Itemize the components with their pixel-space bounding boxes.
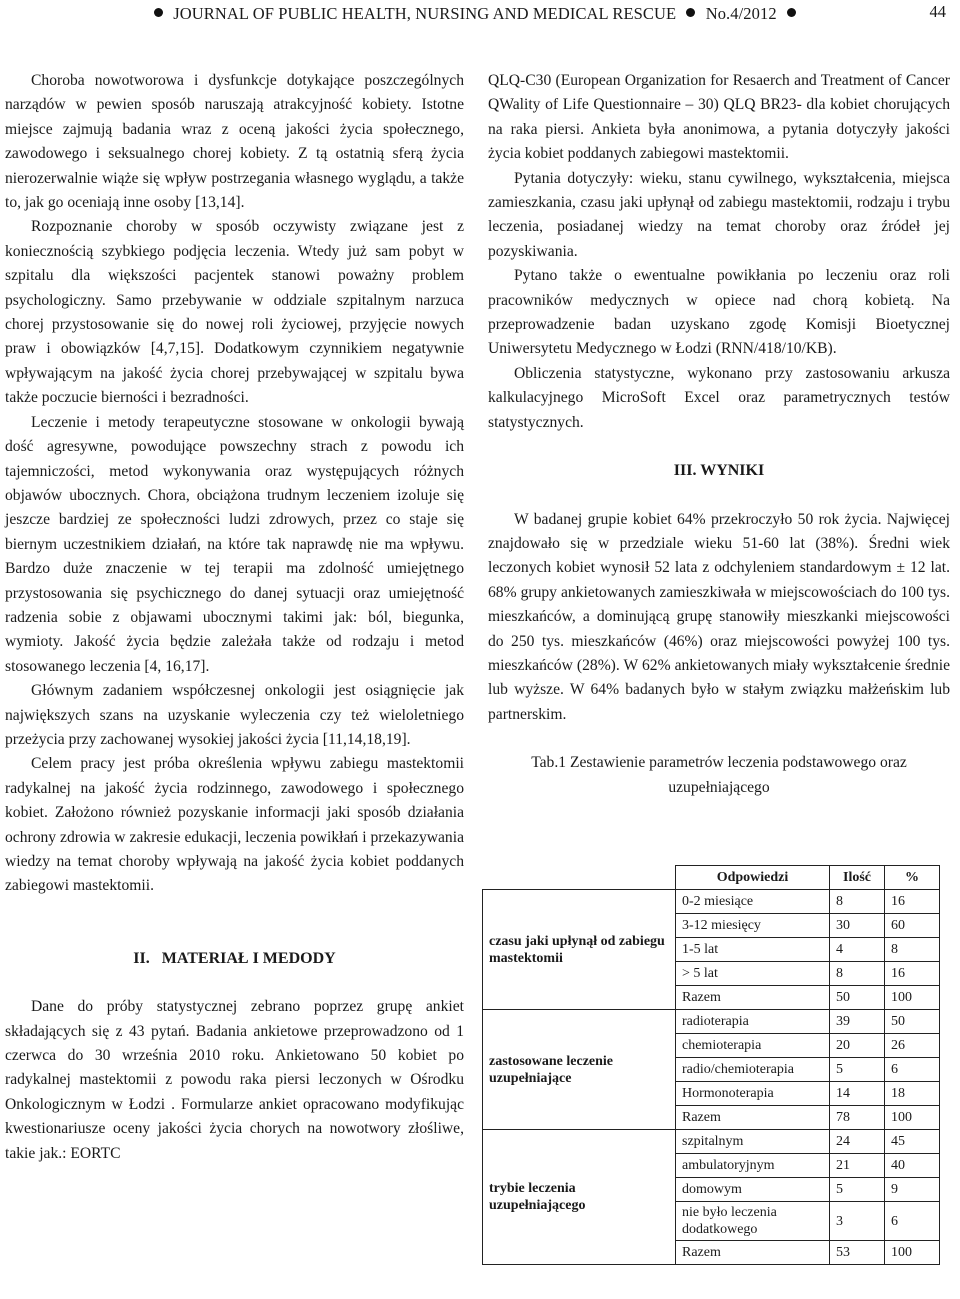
paragraph: Pytano także o ewentualne powikłania po leczeniu oraz roli pracowników medycznych w opiece nad chorą kobietą. Na przeprowadzenie badan uzyskano zgodę Komisji Bioetycznej Uniwersytetu Medycznego w Łodzi (RNN/418/10/KB). (488, 267, 950, 358)
table-cell: 40 (885, 1154, 940, 1178)
table-row (483, 890, 940, 914)
bullet-icon (686, 8, 695, 17)
table-group-label: czasu jaki upłynął od zabiegu mastektomii (483, 890, 676, 1010)
table-cell: radio/chemioterapia (676, 1058, 830, 1082)
section-heading-results: III. WYNIKI (673, 462, 765, 480)
left-column (5, 69, 464, 1166)
spacer (5, 899, 464, 923)
paragraph: Celem pracy jest próba określenia wpływu zabiegu mastektomii radykalnej na jakość życia rodzinnego, zawodowego i społecznego kobiet. Założono również pozyskanie informacji jaki sposób działania ochrony zdrowia w zakresie edukacji, leczenia powikłań i przekazywania wiedzy na temat choroby wpływają na jakość życia kobiet poddanych zabiegowi mastektomii. (5, 755, 464, 895)
table-cell: 5 (830, 1058, 885, 1082)
table-cell: 50 (830, 986, 885, 1010)
table-cell: 3 (830, 1202, 885, 1241)
table-group-label: trybie leczenia uzupełniającego (483, 1130, 676, 1265)
table-row (483, 1010, 940, 1034)
table-cell: 3-12 miesięcy (676, 914, 830, 938)
table-cell: 6 (885, 1058, 940, 1082)
table-cell: ambulatoryjnym (676, 1154, 830, 1178)
spacer (488, 484, 950, 508)
paragraph: Choroba nowotworowa i dysfunkcje dotykające poszczególnych narządów w pewien sposób naruszają atrakcyjność kobiety. Istotne miejsce zajmują badania wraz z oceną jakości życia społecznego, zawodowego i seksualnego chorej kobiety. Z tą ostatnią sferą życia nierozerwalnie wiąże się wpływ postrzegania własnego wyglądu, a także to, jak go oceniają inne osoby [13,14]. (5, 72, 464, 212)
table-group-label: zastosowane leczenie uzupełniające (483, 1010, 676, 1130)
paragraph: Obliczenia statystyczne, wykonano przy zastosowaniu arkusza kalkulacyjnego MicroSoft Excel oraz parametrycznych testów statystycznych. (488, 364, 950, 431)
treatment-parameters-table (482, 865, 940, 1265)
table-cell: domowym (676, 1178, 830, 1202)
table-cell: 45 (885, 1130, 940, 1154)
paragraph: Leczenie i metody terapeutyczne stosowane w onkologii bywają dość agresywne, powodujące powszechny strach z powodu ich tajemniczości, metod wykonywania oraz występujących różnych objawów ubocznych. Chora, obciążona trudnym leczeniem izoluje się jeszcze bardziej ze społeczności ludzi zdrowych, przez co staje się biernym uczestnikiem działań, na które tak naprawdę nie ma wpływu. Bardzo duże znaczenie w tej terapii ma zdolność umiejętnego przystosowania się psychicznego do danej sytuacji oraz umiejętność radzenia sobie z objawami ubocznymi takimi jak: ból, biegunka, wymioty. Jakość życia będzie zależała także od rodzaju i metod stosowanego leczenia [4, 16,17]. (5, 413, 464, 675)
paragraph: Głównym zadaniem współczesnej onkologii jest osiągnięcie jak największych szans na uzyskanie wyleczenia czy też wieloletniego przeżycia przy zachowanej wysokiej jakości życia [11,14,18,19]. (5, 682, 464, 748)
table-cell: 16 (885, 890, 940, 914)
paragraph: QLQ-C30 (European Organization for Resaerch and Treatment of Cancer QWality of Life Questionnaire – 30) QLQ BR23- dla kobiet chorujących na raka piersi. Ankieta była anonimowa, a pytania dotyczyły jakości życia kobiet poddanych zabiegowi mastektomii. (488, 72, 950, 163)
table-cell: 26 (885, 1034, 940, 1058)
spacer (488, 727, 950, 751)
paragraph: Pytania dotyczyły: wieku, stanu cywilnego, wykształcenia, miejsca zamieszkania, czasu jaki upłynął od zabiegu mastektomii, rodzaju i trybu leczenia, posiadanej wiedzy na temat choroby oraz źródeł jej pozyskiwania. (488, 169, 950, 260)
table-cell: 16 (885, 962, 940, 986)
paragraph: W badanej grupie kobiet 64% przekroczyło 50 rok życia. Najwięcej znajdowało się w przedziale wieku 51-60 lat (38%). Średni wiek leczonych kobiet wynosił 52 lata z odchyleniem standardowym ± 12 lat. 68% grupy ankietowanych zamieszkiwała w miejscowościach do 100 tys. mieszkańców, a dominującą grupę stanowiły mieszkanki miejscowości do 250 tys. mieszkańców (46%) oraz miejscowości powyżej 100 tys. mieszkańców (28%). W 62% ankietowanych miały wykształcenie średnie lub wyższe. W 64% badanych było w stałym związku małżeńskim lub partnerskim. (488, 510, 950, 723)
table-cell: nie było leczenia dodatkowego (676, 1202, 830, 1241)
table-cell: 4 (830, 938, 885, 962)
paragraph: Dane do próby statystycznej zebrano poprzez grupę ankiet składających się z 43 pytań. Badania ankietowe przeprowadzono od 1 czerwca do 30 września 2010 roku. Ankietowano 50 kobiet po radykalnej mastektomii z powodu raka piersi leczonych w Ośrodku Onkologicznym w Łodzi . Formularze ankiet opracowano modyfikując kwestionariusze oceny jakości życia chorych na nowotwory złośliwe, takie jak.: EORTC (5, 998, 464, 1162)
paragraph: Rozpoznanie choroby w sposób oczywisty związane jest z koniecznością szybkiego podjęcia leczenia. Wtedy już sam pobyt w szpitalu dla większości pacjentek stanowi poważny problem psychologiczny. Samo przebywanie w oddziale szpitalnym narzuca chorej przystosowanie się do nowej roli życiowej, przyjęcie nowych praw i obowiązków [4,7,15]. Dodatkowym czynnikiem negatywnie wpływającym na jakość życia chorej przebywającej w szpitalu bywa także poczucie bierności i bezradności. (5, 218, 464, 407)
table-header-empty (483, 866, 676, 890)
table-header-cell: Odpowiedzi (676, 866, 830, 890)
spacer (5, 923, 464, 947)
table-cell: 18 (885, 1082, 940, 1106)
table-cell: > 5 lat (676, 962, 830, 986)
table-cell: 9 (885, 1178, 940, 1202)
table-cell: 100 (885, 1106, 940, 1130)
spacer (5, 971, 464, 995)
table-cell: 8 (885, 938, 940, 962)
page-number: 44 (929, 2, 946, 21)
table-cell: 60 (885, 914, 940, 938)
table-cell: 53 (830, 1241, 885, 1265)
right-column (488, 69, 950, 800)
table-cell: Razem (676, 1106, 830, 1130)
table-cell: 78 (830, 1106, 885, 1130)
table-cell: 0-2 miesiące (676, 890, 830, 914)
journal-header (148, 4, 802, 24)
table-cell: radioterapia (676, 1010, 830, 1034)
table-cell: szpitalnym (676, 1130, 830, 1154)
table-cell: Razem (676, 1241, 830, 1265)
journal-issue: No.4/2012 (705, 4, 777, 23)
table-cell: 1-5 lat (676, 938, 830, 962)
table-cell: 14 (830, 1082, 885, 1106)
bullet-icon (154, 8, 163, 17)
table-cell: Hormonoterapia (676, 1082, 830, 1106)
table-cell: 21 (830, 1154, 885, 1178)
table-cell: 24 (830, 1130, 885, 1154)
table-row (483, 1130, 940, 1154)
section-heading-methods: II. MATERIAŁ I MEDODY (133, 949, 336, 967)
table-cell: 20 (830, 1034, 885, 1058)
table-cell: 30 (830, 914, 885, 938)
table-cell: 8 (830, 890, 885, 914)
table-header-cell: % (885, 866, 940, 890)
running-header (0, 0, 960, 36)
table-header-cell: Ilość (830, 866, 885, 890)
table-cell: 50 (885, 1010, 940, 1034)
table-cell: 6 (885, 1202, 940, 1241)
table-cell: 5 (830, 1178, 885, 1202)
table-caption: Tab.1 Zestawienie parametrów leczenia podstawowego oraz uzupełniającego (531, 754, 907, 796)
table-cell: 8 (830, 962, 885, 986)
table-cell: chemioterapia (676, 1034, 830, 1058)
bullet-icon (787, 8, 796, 17)
table-cell: 39 (830, 1010, 885, 1034)
table-cell: 100 (885, 986, 940, 1010)
table-cell: 100 (885, 1241, 940, 1265)
spacer (488, 435, 950, 459)
journal-title: JOURNAL OF PUBLIC HEALTH, NURSING AND MEDICAL RESCUE (173, 4, 677, 23)
table-cell: Razem (676, 986, 830, 1010)
table-header-row (483, 866, 940, 890)
